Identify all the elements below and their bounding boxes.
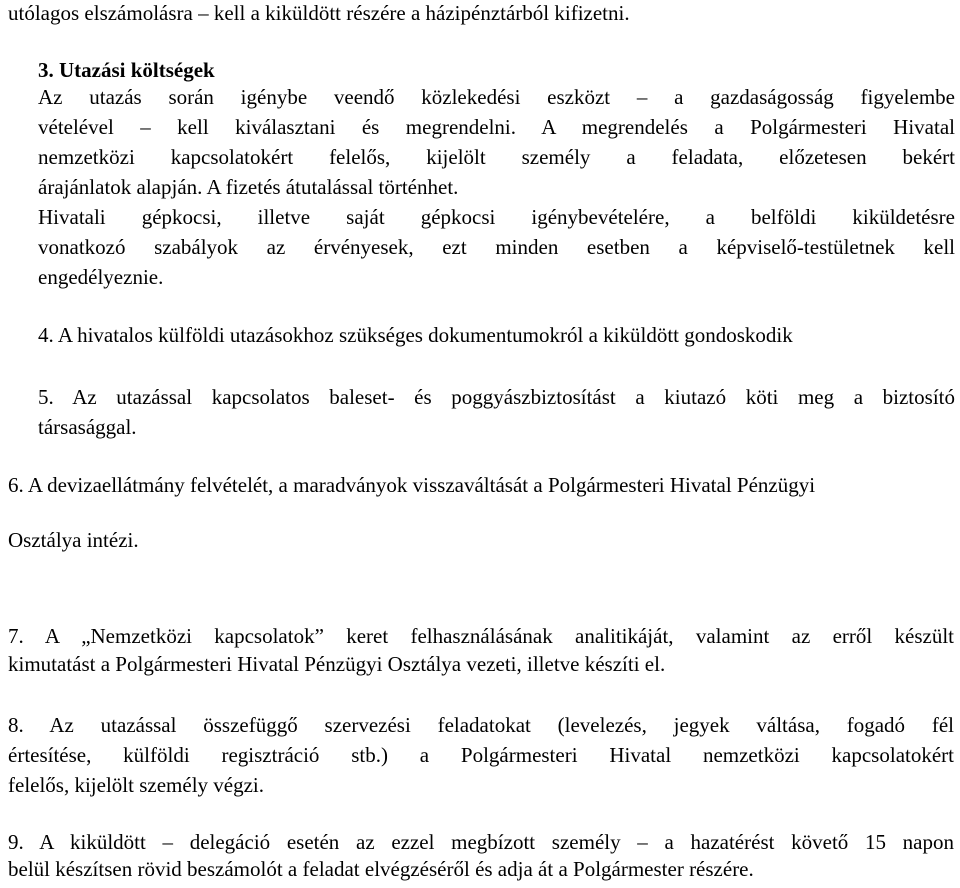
section-9-line-2: belül készítsen rövid beszámolót a feladat elvégzéséről és adja át a Polgármester részére. <box>8 857 754 881</box>
section-6-line-1: 6. A devizaellátmány felvételét, a maradványok visszaváltását a Polgármesteri Hivatal Pénzügyi <box>8 473 816 497</box>
section-9-line-1: 9. A kiküldött – delegáció esetén az ezzel megbízott személy – a hazatérést követő 15 napon <box>8 830 954 854</box>
section-3-line-3: nemzetközi kapcsolatokért felelős, kijelölt személy a feladata, előzetesen bekért <box>38 145 955 169</box>
section-8-line-1: 8. Az utazással összefüggő szervezési feladatokat (levelezés, jegyek váltása, fogadó fél <box>8 713 954 737</box>
section-7-line-1: 7. A „Nemzetközi kapcsolatok” keret felhasználásának analitikáját, valamint az erről készült <box>8 624 954 648</box>
section-3-line-5: Hivatali gépkocsi, illetve saját gépkocsi igénybevételére, a belföldi kiküldetésre <box>38 205 955 229</box>
section-6-line-2: Osztálya intézi. <box>8 528 139 552</box>
section-3-line-4: árajánlatok alapján. A fizetés átutalással történhet. <box>38 175 459 199</box>
section-7-line-2: kimutatást a Polgármesteri Hivatal Pénzügyi Osztálya vezeti, illetve készíti el. <box>8 652 666 676</box>
section-3-line-2: vételével – kell kiválasztani és megrendelni. A megrendelés a Polgármesteri Hivatal <box>38 115 955 139</box>
section-3-heading: 3. Utazási költségek <box>38 58 215 82</box>
continuation-line: utólagos elszámolásra – kell a kiküldött részére a házipénztárból kifizetni. <box>8 1 630 25</box>
section-5-line-2: társasággal. <box>38 415 137 439</box>
section-8-line-3: felelős, kijelölt személy végzi. <box>8 773 264 797</box>
section-8-line-2: értesítése, külföldi regisztráció stb.) a Polgármesteri Hivatal nemzetközi kapcsolatokért <box>8 743 954 767</box>
section-5-line-1: 5. Az utazással kapcsolatos baleset- és poggyászbiztosítást a kiutazó köti meg a biztosító <box>38 385 955 409</box>
section-3-line-7: engedélyeznie. <box>38 265 164 289</box>
section-3-line-1: Az utazás során igénybe veendő közlekedési eszközt – a gazdaságosság figyelembe <box>38 85 955 109</box>
section-4-text: 4. A hivatalos külföldi utazásokhoz szükséges dokumentumokról a kiküldött gondoskodik <box>38 323 793 347</box>
section-3-line-6: vonatkozó szabályok az érvényesek, ezt minden esetben a képviselő-testületnek kell <box>38 235 955 259</box>
